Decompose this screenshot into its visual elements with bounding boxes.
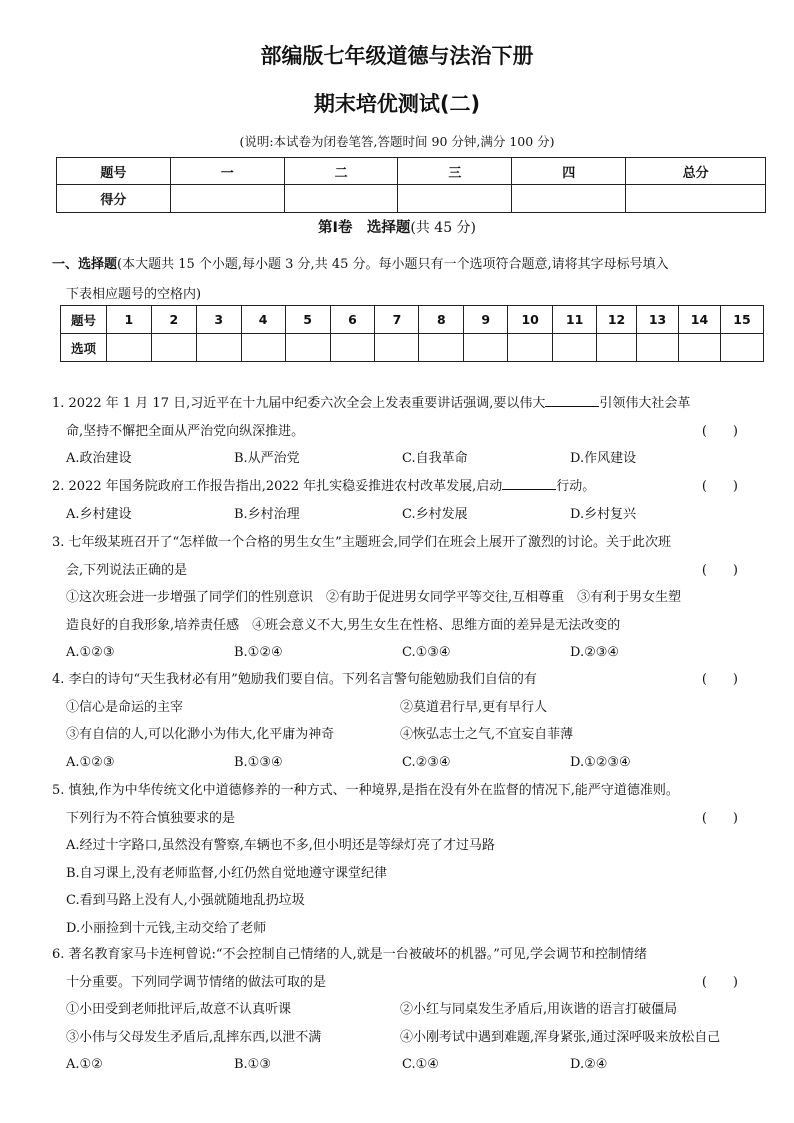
- section-points: (共 45 分): [410, 220, 477, 236]
- option-a: A.①②: [66, 1057, 103, 1072]
- answer-label: 选项: [61, 334, 107, 362]
- answer-blank-cell[interactable]: [330, 334, 375, 362]
- answer-number: 15: [720, 306, 763, 334]
- question-stem: 会,下列说法正确的是: [66, 562, 188, 578]
- answer-blank-cell[interactable]: [553, 334, 597, 362]
- question-stem: 1. 2022 年 1 月 17 日,习近平在十九届中纪委六次全会上发表重要讲话强调,要以伟大: [52, 396, 546, 411]
- answer-number: 1: [106, 306, 151, 334]
- options: [52, 501, 772, 529]
- question-1: [52, 390, 772, 473]
- answer-blank-cell[interactable]: [196, 334, 241, 362]
- option-d: D.②④: [570, 1057, 608, 1072]
- answer-paren: ( ): [701, 810, 738, 826]
- option-c: C.看到马路上没有人,小强就随地乱扔垃圾: [66, 893, 305, 908]
- answer-table: [60, 305, 764, 362]
- option-c: C.①④: [402, 1057, 439, 1072]
- option-d: D.小丽捡到十元钱,主动交给了老师: [66, 920, 267, 936]
- answer-number: 3: [196, 306, 241, 334]
- answer-number: 12: [597, 306, 637, 334]
- answer-number: 11: [553, 306, 597, 334]
- statement-text: ①这次班会进一步增强了同学们的性别意识 ②有助于促进男女同学平等交往,互相尊重 ③有利于男女生塑: [66, 590, 682, 605]
- question-4: [52, 666, 772, 776]
- section-intro-text: (本大题共 15 个小题,每小题 3 分,共 45 分。每小题只有一个选项符合题意,请将其字母标号填入: [117, 257, 669, 272]
- options: [52, 749, 772, 777]
- answer-paren: ( ): [701, 423, 738, 439]
- option-a: A.①②③: [66, 754, 115, 770]
- section-name: 第Ⅰ卷 选择题: [317, 220, 411, 236]
- statement-2: ②小红与同桌发生矛盾后,用诙谐的语言打破僵局: [400, 1002, 678, 1017]
- option-b: B.乡村治理: [234, 506, 300, 522]
- statement-1: ①小田受到老师批评后,故意不认真听课: [66, 1002, 292, 1017]
- score-blank-cell: [626, 185, 766, 213]
- score-cell: 总分: [626, 158, 766, 185]
- answer-paren: ( ): [701, 479, 738, 494]
- question-stem: 6. 著名教育家马卡连柯曾说:“不会控制自己情绪的人,就是一台被破坏的机器。”可见,学会调节和控制情绪: [52, 947, 647, 962]
- answer-blank-cell[interactable]: [375, 334, 419, 362]
- answer-blank: [502, 475, 556, 490]
- statements: [52, 1024, 772, 1052]
- question-3: [52, 529, 772, 667]
- score-blank-cell: [398, 185, 512, 213]
- exam-subtitle: 期末培优测试(二): [313, 92, 481, 116]
- answer-blank-cell[interactable]: [106, 334, 151, 362]
- question-2: [52, 473, 772, 528]
- question-6: [52, 941, 772, 1079]
- answer-blank-cell[interactable]: [637, 334, 679, 362]
- answer-blank: [545, 392, 599, 407]
- score-table: [56, 157, 766, 213]
- score-label: 得分: [57, 185, 171, 213]
- statement-2: ②莫道君行早,更有早行人: [400, 699, 548, 715]
- option-b: B.①③: [234, 1057, 271, 1072]
- answer-blank-cell[interactable]: [241, 334, 285, 362]
- answer-table-number-row: [61, 306, 764, 334]
- question-stem: 2. 2022 年国务院政府工作报告指出,2022 年扎实稳妥推进农村改革发展,启动: [52, 479, 503, 494]
- option-d: D.①②③④: [570, 754, 631, 770]
- option-b: B.①②④: [234, 645, 283, 660]
- option-a: A.政治建设: [66, 451, 132, 466]
- score-cell: 三: [398, 158, 512, 185]
- option-c: C.自我革命: [402, 451, 468, 466]
- score-blank-cell: [512, 185, 626, 213]
- answer-number: 7: [375, 306, 419, 334]
- answer-blank-cell[interactable]: [285, 334, 330, 362]
- question-stem: 5. 慎独,作为中华传统文化中道德修养的一种方式、一种境界,是指在没有外在监督的情况下,能严守道德准则。: [52, 783, 679, 798]
- option-d: D.乡村复兴: [570, 506, 637, 522]
- section-heading: 一、选择题: [52, 257, 118, 272]
- option-c: C.乡村发展: [402, 506, 468, 522]
- score-cell: 二: [284, 158, 398, 185]
- answer-number: 8: [419, 306, 464, 334]
- statements: [52, 996, 772, 1024]
- answer-blank-cell[interactable]: [151, 334, 196, 362]
- option-d: D.作风建设: [570, 451, 637, 466]
- answer-table-option-row: [61, 334, 764, 362]
- score-table-header-row: [57, 158, 766, 185]
- statement-text: 造良好的自我形象,培养责任感 ④班会意义不大,男生女生在性格、思维方面的差异是无法改变的: [66, 617, 621, 633]
- statement-4: ④小刚考试中遇到难题,浑身紧张,通过深呼吸来放松自己: [400, 1029, 721, 1045]
- statement-4: ④恢弘志士之气,不宜妄自菲薄: [400, 727, 574, 742]
- option-b: B.①③④: [234, 754, 283, 770]
- option-b: B.从严治党: [234, 451, 300, 466]
- options: [52, 1051, 772, 1079]
- options: [52, 445, 772, 473]
- exam-instructions: (说明:本试卷为闭卷笔答,答题时间 90 分钟,满分 100 分): [239, 134, 555, 149]
- score-cell: 一: [170, 158, 284, 185]
- answer-number: 4: [241, 306, 285, 334]
- score-cell: 四: [512, 158, 626, 185]
- answer-label: 题号: [61, 306, 107, 334]
- option-a: A.经过十字路口,虽然没有警察,车辆也不多,但小明还是等绿灯亮了才过马路: [66, 838, 495, 853]
- section-intro-text: 下表相应题号的空格内): [66, 287, 202, 302]
- answer-number: 9: [464, 306, 508, 334]
- options: [52, 639, 772, 667]
- answer-number: 5: [285, 306, 330, 334]
- question-5: [52, 777, 772, 942]
- answer-blank-cell[interactable]: [678, 334, 720, 362]
- option-d: D.②③④: [570, 645, 620, 660]
- answer-blank-cell[interactable]: [508, 334, 553, 362]
- option-c: C.②③④: [402, 754, 451, 770]
- score-cell: 题号: [57, 158, 171, 185]
- answer-number: 6: [330, 306, 375, 334]
- score-blank-cell: [170, 185, 284, 213]
- answer-paren: ( ): [701, 672, 738, 687]
- option-a: A.①②③: [66, 645, 115, 660]
- section-title: [0, 216, 794, 237]
- statement-3: ③小伟与父母发生矛盾后,乱摔东西,以泄不满: [66, 1029, 322, 1045]
- answer-number: 13: [637, 306, 679, 334]
- option-b: B.自习课上,没有老师监督,小红仍然自觉地遵守课堂纪律: [66, 865, 387, 881]
- option-a: A.乡村建设: [66, 506, 132, 522]
- answer-paren: ( ): [701, 974, 738, 990]
- question-stem: 下列行为不符合慎独要求的是: [66, 810, 236, 826]
- exam-title: 部编版七年级道德与法治下册: [260, 44, 534, 68]
- statement-1: ①信心是命运的主宰: [66, 699, 184, 715]
- answer-number: 2: [151, 306, 196, 334]
- question-stem: 行动。: [556, 479, 596, 494]
- answer-number: 14: [678, 306, 720, 334]
- section-intro: [52, 250, 770, 310]
- question-stem: 3. 七年级某班召开了“怎样做一个合格的男生女生”主题班会,同学们在班会上展开了激烈的讨论。关于此次班: [52, 535, 671, 550]
- answer-blank-cell[interactable]: [597, 334, 637, 362]
- statements: [52, 694, 772, 722]
- answer-blank-cell[interactable]: [464, 334, 508, 362]
- question-stem: 命,坚持不懈把全面从严治党向纵深推进。: [66, 423, 305, 439]
- option-c: C.①③④: [402, 645, 451, 660]
- statement-3: ③有自信的人,可以化渺小为伟大,化平庸为神奇: [66, 727, 335, 742]
- question-stem: 引领伟大社会革: [599, 396, 691, 411]
- question-stem: 4. 李白的诗句“天生我材必有用”勉励我们要自信。下列名言警句能勉励我们自信的有: [52, 672, 537, 687]
- answer-paren: ( ): [701, 562, 738, 578]
- score-table-score-row: [57, 185, 766, 213]
- answer-blank-cell[interactable]: [419, 334, 464, 362]
- score-blank-cell: [284, 185, 398, 213]
- answer-blank-cell[interactable]: [720, 334, 763, 362]
- question-stem: 十分重要。下列同学调节情绪的做法可取的是: [66, 974, 327, 990]
- statements: [52, 721, 772, 749]
- answer-number: 10: [508, 306, 553, 334]
